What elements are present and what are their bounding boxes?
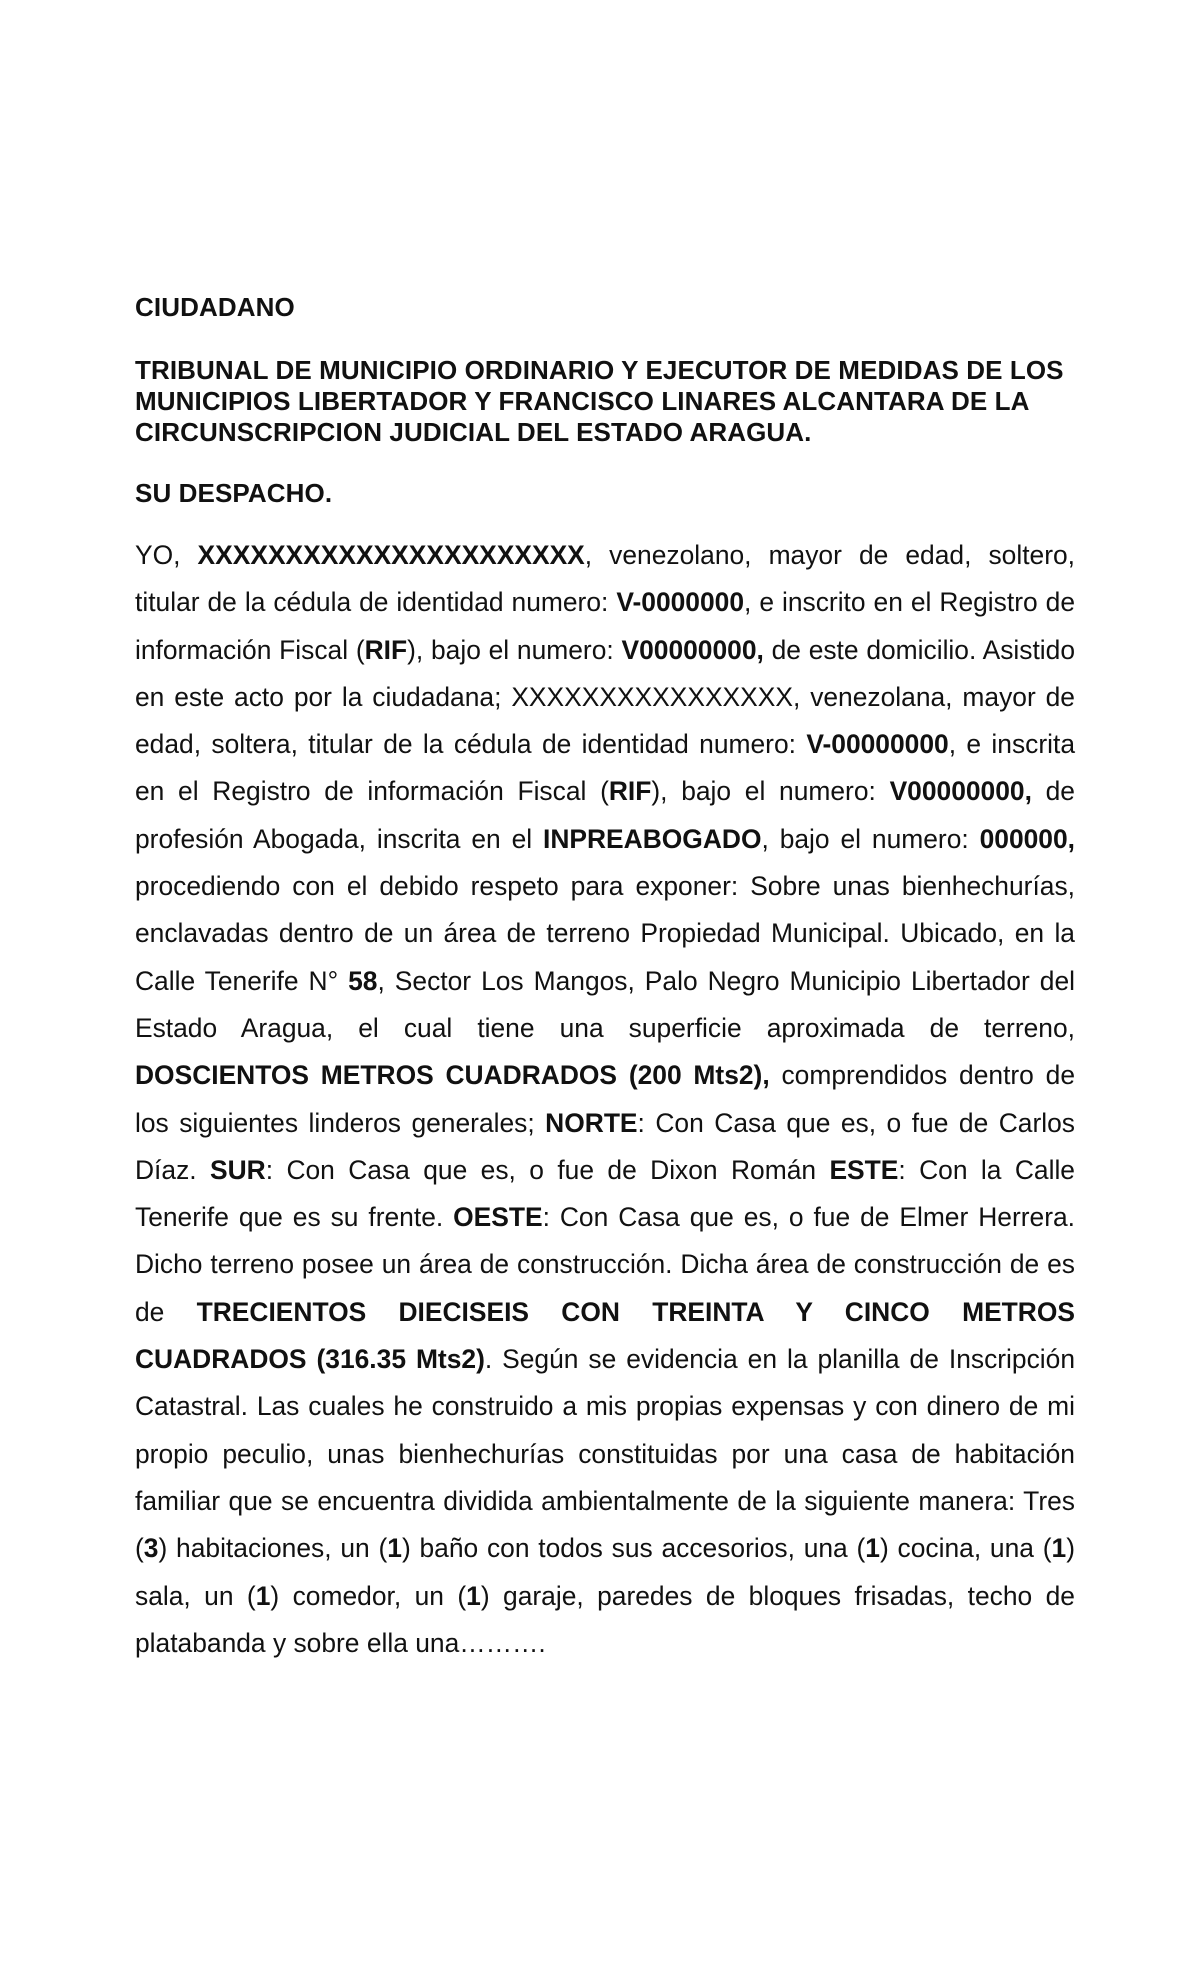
bold-text-segment: OESTE xyxy=(453,1202,543,1233)
bold-text-segment: 58 xyxy=(348,965,378,996)
text-segment: ) sala, un ( xyxy=(135,1533,1075,1611)
court-heading: TRIBUNAL DE MUNICIPIO ORDINARIO Y EJECUTOR DE MEDIDAS DE LOS MUNICIPIOS LIBERTADOR Y FRANCISCO LINARES ALCANTARA DE LA CIRCUNSCRIPCION JUDICIAL DEL ESTADO ARAGUA. xyxy=(135,355,1064,447)
bold-text-segment: 1 xyxy=(255,1580,271,1611)
bold-text-segment: V00000000, xyxy=(889,776,1032,807)
text-segment: . Según se evidencia en la planilla de Inscripción Catastral. Las cuales he construido a mis propias expensas y con dinero de mi propio peculio, unas bienhechurías constituidas por una casa de habitación familiar que se encuentra dividida ambientalmente de la siguiente manera: Tres ( xyxy=(135,1344,1076,1564)
text-segment: de profesión Abogada, inscrita en el xyxy=(135,776,1075,854)
text-segment: ) habitaciones, un ( xyxy=(158,1533,388,1564)
bold-text-segment: V00000000, xyxy=(621,634,764,665)
bold-text-segment: NORTE xyxy=(545,1107,638,1138)
office-heading: SU DESPACHO. xyxy=(135,478,333,508)
text-segment: : Con Casa que es, o fue de Dixon Román xyxy=(265,1154,830,1185)
bold-text-segment: 1 xyxy=(1051,1533,1067,1564)
bold-text-segment: RIF xyxy=(364,634,408,665)
text-segment: , e inscrito en el Registro de información Fiscal ( xyxy=(135,587,1075,665)
text-segment: , bajo el numero: xyxy=(761,823,980,854)
bold-text-segment: 1 xyxy=(865,1533,880,1564)
text-segment: , venezolano, mayor de edad, soltero, titular de la cédula de identidad numero: xyxy=(135,540,1075,618)
text-segment: ) garaje, paredes de bloques frisadas, techo de platabanda y sobre ella una………. xyxy=(135,1580,1075,1658)
text-segment: : Con la Calle Tenerife que es su frente. xyxy=(135,1154,1075,1233)
text-segment: ) comedor, un ( xyxy=(270,1580,467,1611)
bold-text-segment: V-00000000 xyxy=(806,729,949,760)
text-segment: procediendo con el debido respeto para exponer: Sobre unas bienhechurías, enclavadas dentro de un área de terreno Propiedad Municipal. Ubicado, en la Calle Tenerife N° xyxy=(135,871,1075,996)
text-segment: ) cocina, una ( xyxy=(879,1533,1052,1564)
bold-text-segment: SUR xyxy=(209,1154,266,1185)
text-segment: ), bajo el numero: xyxy=(407,634,622,665)
bold-text-segment: 3 xyxy=(143,1533,159,1564)
text-segment: comprendidos dentro de los siguientes linderos generales; xyxy=(135,1060,1076,1138)
bold-text-segment: V-0000000 xyxy=(616,587,745,618)
text-segment: : Con Casa que es, o fue de Elmer Herrera. Dicho terreno posee un área de construcción. Dicha área de construcción de es de xyxy=(135,1202,1075,1327)
bold-text-segment: 1 xyxy=(466,1580,481,1611)
bold-text-segment: 000000, xyxy=(979,823,1075,854)
text-segment: : Con Casa que es, o fue de Carlos Díaz. xyxy=(135,1107,1075,1185)
body-paragraph xyxy=(135,532,1075,1667)
text-segment: ), bajo el numero: xyxy=(651,776,890,807)
text-segment: de este domicilio. Asistido en este acto por la ciudadana; XXXXXXXXXXXXXXXX, venezolana, mayor de edad, soltera, titular de la cédula de identidad numero: xyxy=(135,634,1076,760)
text-segment: YO, xyxy=(135,540,198,570)
text-segment: ) baño con todos sus accesorios, una ( xyxy=(401,1533,866,1564)
bold-text-segment: XXXXXXXXXXXXXXXXXXXXXX xyxy=(197,540,585,570)
recipient-heading: CIUDADANO xyxy=(135,292,295,322)
text-segment: , e inscrita en el Registro de información Fiscal ( xyxy=(135,729,1076,807)
bold-text-segment: TRECIENTOS DIECISEIS CON TREINTA Y CINCO METROS CUADRADOS (316.35 Mts2) xyxy=(135,1296,1075,1375)
bold-text-segment: RIF xyxy=(608,776,652,807)
bold-text-segment: 1 xyxy=(387,1533,402,1564)
text-segment: , Sector Los Mangos, Palo Negro Municipio Libertador del Estado Aragua, el cual tiene una superficie aproximada de terreno, xyxy=(135,965,1075,1043)
bold-text-segment: DOSCIENTOS METROS CUADRADOS (200 Mts2), xyxy=(135,1060,770,1091)
bold-text-segment: INPREABOGADO xyxy=(543,823,762,854)
bold-text-segment: ESTE xyxy=(829,1154,899,1185)
